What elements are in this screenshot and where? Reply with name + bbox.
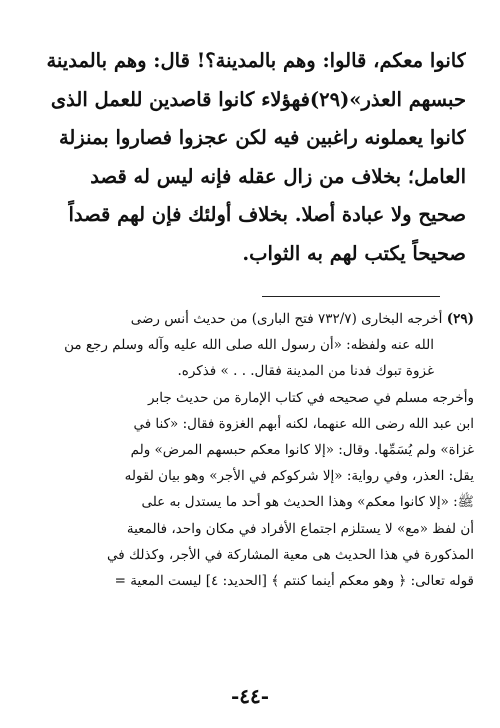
main-text-line: العامل؛ بخلاف من زال عقله فإنه ليس له قصد	[90, 164, 466, 188]
footnote-text: أخرجه البخارى (٧٣٢/٧ فتح البارى) من حديث أنس رضى	[130, 311, 443, 327]
main-text	[22, 42, 466, 273]
main-text-line: كانوا يعملونه راغبين فيه لكن عجزوا فصاروا بمنزلة	[58, 126, 466, 149]
footnote-line: غزاة» ولم يُسَمِّها. وقال: «إلا كانوا معكم حبسهم المرض» ولم	[130, 441, 474, 458]
main-text-line: صحيح ولا عبادة أصلا. بخلاف أولئك فإن لهم قصداً	[68, 203, 466, 226]
footnote-first-line	[22, 306, 474, 332]
footnote-line: ﷺ: «إلا كانوا معكم» وهذا الحديث هو أحد ما يستدل به على	[141, 494, 474, 511]
main-text-line: كانوا معكم، قالوا: وهم بالمدينة؟! قال: وهم بالمدينة	[46, 49, 466, 72]
footnote-separator	[262, 296, 440, 297]
footnote-number: (٢٩)	[446, 311, 474, 327]
main-text-line: حبسهم العذر»(٢٩)فهؤلاء كانوا قاصدين للعمل الذى	[50, 87, 466, 111]
footnote-line: وأخرجه مسلم في صحيحه في كتاب الإمارة من حديث جابر	[148, 389, 474, 406]
footnote-line: أن لفظ «مع» لا يستلزم اجتماع الأفراد في مكان واحد، فالمعية	[126, 520, 474, 537]
footnote-line: غزوة تبوك فدنا من المدينة فقال. . . » فذكره.	[177, 363, 434, 380]
footnote-line: المذكورة في هذا الحديث هى معية المشاركة في الأجر، وكذلك في	[107, 546, 474, 563]
footnote-line: قوله تعالى: ﴿ وهو معكم أينما كنتم ﴾ [الحديد: ٤] ليست المعية =	[114, 572, 474, 589]
main-text-line: صحيحاً يكتب لهم به الثواب.	[242, 241, 466, 265]
footnote-line: يقل: العذر، وفي رواية: «إلا شركوكم في الأجر» وهو بيان لقوله	[124, 468, 474, 485]
footnotes	[22, 306, 474, 594]
page-number: -٤٤-	[230, 684, 270, 708]
footnote-line: الله عنه ولفظه: «أن رسول الله صلى الله عليه وآله وسلم رجع من	[64, 337, 434, 354]
footnote-line: ابن عبد الله رضى الله عنهما، لكنه أبهم الغزوة فقال: «كنا في	[133, 415, 474, 432]
